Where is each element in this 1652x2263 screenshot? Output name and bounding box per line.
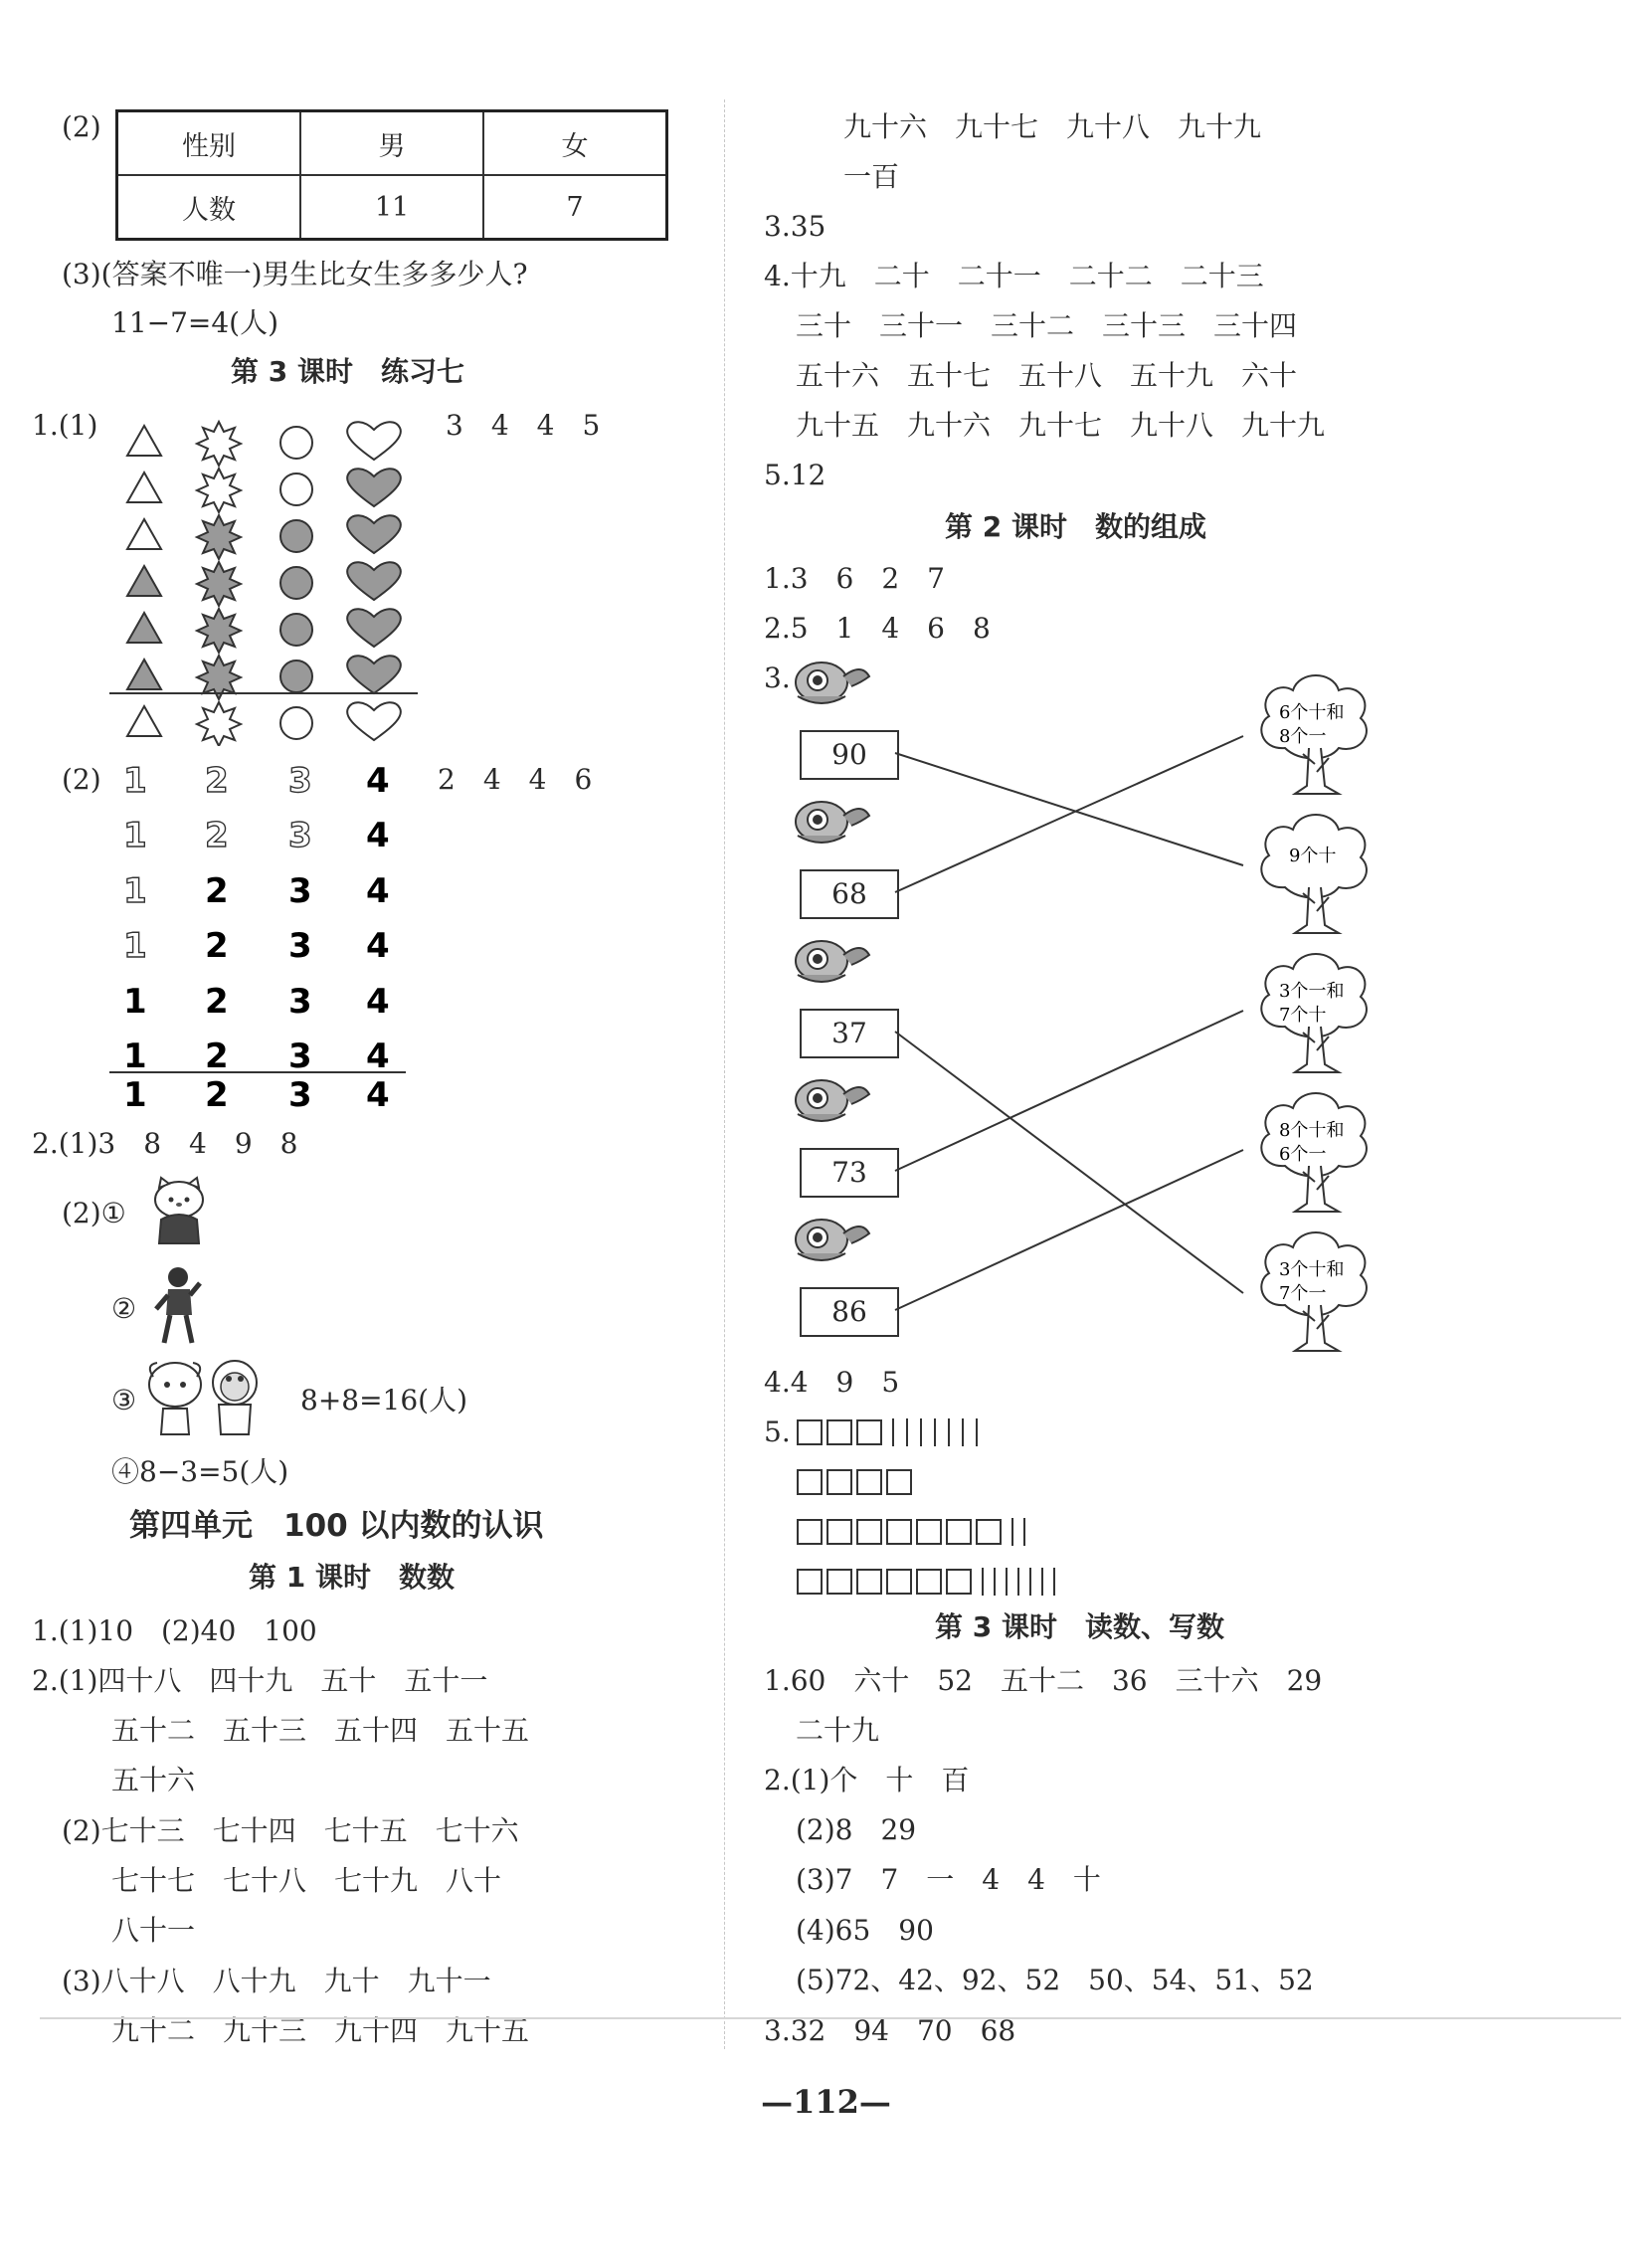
star-column: [197, 422, 241, 699]
q3-equation: 11−7=4(人): [111, 306, 279, 339]
place-value-blocks: [796, 1414, 1114, 1603]
number-box: 68: [800, 869, 899, 919]
sheep-and-doraemon-icon: [145, 1355, 265, 1438]
ex1-label: 1.(1): [32, 409, 98, 442]
bird-icon: [796, 1080, 869, 1121]
l1-line4: 五十六: [111, 1764, 196, 1796]
tree-label: 7个十: [1279, 1005, 1327, 1026]
unit4-title: 第四单元 100 以内数的认识: [129, 1508, 544, 1544]
ex2-2c-label: ③: [111, 1384, 137, 1416]
r-line6: 五十六 五十七 五十八 五十九 六十: [796, 359, 1298, 392]
kitty-figure-icon: [147, 1174, 211, 1247]
digit-mark: 2: [205, 761, 229, 801]
digit-mark: 1: [123, 761, 147, 801]
tree-label: 6个十和: [1279, 702, 1345, 723]
l1-line3: 五十二 五十三 五十四 五十五: [111, 1714, 530, 1747]
c-line1: 1.3 6 2 7: [764, 562, 945, 595]
digit-mark: 4: [366, 982, 390, 1022]
number-box: 37: [800, 1009, 899, 1058]
w-line6: (4)65 90: [796, 1914, 934, 1947]
tree-label: 9个十: [1289, 846, 1337, 866]
ex2-2c-equation: 8+8=16(人): [300, 1384, 468, 1416]
table-header-female: 女: [483, 111, 667, 176]
w-line3: 2.(1)个 十 百: [764, 1764, 970, 1796]
ex1-2-label: (2): [62, 763, 101, 796]
digit-mark: 1: [123, 816, 147, 855]
digit-mark: 4: [366, 816, 390, 855]
l1-line7: 八十一: [111, 1914, 196, 1947]
tree-label: 7个一: [1279, 1283, 1327, 1304]
digit-mark: 3: [288, 982, 312, 1022]
tree-label: 3个十和: [1279, 1259, 1345, 1280]
row-4-tens: [798, 1470, 911, 1494]
ex2-1: 2.(1)3 8 4 9 8: [32, 1127, 298, 1160]
l1-line9: 九十二 九十三 九十四 九十五: [111, 2014, 530, 2047]
number-box: 73: [800, 1148, 899, 1198]
heart-column: [347, 422, 401, 693]
lesson2-title: 第 2 课时 数的组成: [945, 510, 1206, 543]
ex2-2b-label: ②: [111, 1292, 137, 1325]
digit-mark: 3: [288, 816, 312, 855]
w-line8: 3.32 94 70 68: [764, 2014, 1016, 2047]
bird-icon: [796, 941, 869, 982]
w-line5: (3)7 7 一 4 4 十: [796, 1863, 1101, 1896]
c-line2: 2.5 1 4 6 8: [764, 612, 991, 645]
digit-mark: 2: [205, 1075, 229, 1114]
lesson3-title-right: 第 3 课时 读数、写数: [935, 1610, 1224, 1643]
table-cell-male: 11: [300, 175, 483, 240]
q3-text: (3)(答案不唯一)男生比女生多多少人?: [62, 258, 528, 290]
table-header-gender: 性别: [117, 111, 301, 176]
ex1-2-counts: 2 4 4 6: [438, 763, 593, 796]
footer-rule: [40, 2017, 1621, 2019]
r-line5: 三十 三十一 三十二 三十三 三十四: [796, 309, 1298, 342]
ex1-counts: 3 4 4 5: [446, 409, 601, 442]
column-divider: [724, 99, 725, 2049]
bird-icon: [796, 662, 869, 703]
digit-mark: 2: [205, 926, 229, 966]
tree-label: 8个十和: [1279, 1120, 1345, 1141]
bird-icon: [796, 1220, 869, 1260]
l1-line1: 1.(1)10 (2)40 100: [32, 1614, 317, 1647]
tree-label: 6个一: [1279, 1144, 1327, 1165]
ex2-2-label: (2)①: [62, 1197, 126, 1229]
digit-mark: 3: [288, 926, 312, 966]
page-number: —112—: [761, 2083, 891, 2121]
match-line: [895, 1032, 1243, 1293]
lesson1-title: 第 1 课时 数数: [249, 1561, 455, 1594]
match-line: [895, 1011, 1243, 1171]
w-line4: (2)8 29: [796, 1813, 917, 1846]
w-line7: (5)72、42、92、52 50、54、51、52: [796, 1964, 1314, 1996]
digit-mark: 4: [366, 1037, 390, 1076]
circle-column: [280, 427, 312, 692]
l1-line2: 2.(1)四十八 四十九 五十 五十一: [32, 1664, 488, 1697]
number-box: 90: [800, 730, 899, 780]
q2-label: (2): [62, 110, 101, 143]
r-line7: 九十五 九十六 九十七 九十八 九十九: [796, 409, 1326, 442]
digit-mark: 3: [288, 1075, 312, 1114]
shape-count-chart: [109, 408, 428, 746]
digit-mark: 3: [288, 871, 312, 911]
row-3-tens-7-ones: [798, 1418, 977, 1446]
row-8-tens-2-ones: [798, 1518, 1024, 1546]
digit-mark: 1: [123, 982, 147, 1022]
table-cell-female: 7: [483, 175, 667, 240]
tree-label: 3个一和: [1279, 981, 1345, 1002]
w-line2: 二十九: [796, 1714, 880, 1747]
digit-mark: 3: [288, 1037, 312, 1076]
digit-mark: 2: [205, 982, 229, 1022]
bird-icon: [796, 802, 869, 843]
table-row-label: 人数: [117, 175, 301, 240]
row-6-tens-7-ones: [798, 1568, 1054, 1596]
digit-mark: 1: [123, 1037, 147, 1076]
gender-count-table: [115, 109, 668, 241]
digit-mark: 4: [366, 761, 390, 801]
digit-count-chart: [109, 756, 418, 1114]
digit-mark: 1: [123, 926, 147, 966]
l1-line8: (3)八十八 八十九 九十 九十一: [62, 1965, 491, 1997]
digit-mark: 4: [366, 871, 390, 911]
lesson3-title: 第 3 课时 练习七: [231, 355, 464, 388]
match-line: [895, 753, 1243, 865]
r-line4: 4.十九 二十 二十一 二十二 二十三: [764, 260, 1264, 292]
r-line1: 九十六 九十七 九十八 九十九: [843, 110, 1262, 143]
digit-mark: 1: [123, 871, 147, 911]
c-label3: 3.: [764, 661, 791, 694]
c-line4: 4.4 9 5: [764, 1366, 900, 1399]
tree-icon: [1261, 815, 1367, 933]
r-line8: 5.12: [764, 459, 826, 491]
tree-label: 8个一: [1279, 726, 1327, 747]
l1-line5: (2)七十三 七十四 七十五 七十六: [62, 1814, 519, 1847]
match-line: [895, 1150, 1243, 1310]
digit-mark: 2: [205, 871, 229, 911]
table-header-male: 男: [300, 111, 483, 176]
r-line2: 一百: [843, 160, 900, 193]
match-line: [895, 736, 1243, 892]
digit-mark: 1: [123, 1075, 147, 1114]
digit-mark: 2: [205, 816, 229, 855]
digit-mark: 4: [366, 926, 390, 966]
r-line3: 3.35: [764, 210, 826, 243]
ex2-2d: ④8−3=5(人): [111, 1455, 289, 1488]
l1-line6: 七十七 七十八 七十九 八十: [111, 1864, 502, 1897]
runner-figure-icon: [154, 1265, 204, 1345]
w-line1: 1.60 六十 52 五十二 36 三十六 29: [764, 1664, 1323, 1697]
c-label5: 5.: [764, 1415, 791, 1448]
digit-mark: 3: [288, 761, 312, 801]
digit-mark: 4: [366, 1075, 390, 1114]
triangle-column: [127, 426, 161, 689]
number-box: 86: [800, 1287, 899, 1337]
legend-row: [127, 702, 401, 746]
digit-mark: 2: [205, 1037, 229, 1076]
